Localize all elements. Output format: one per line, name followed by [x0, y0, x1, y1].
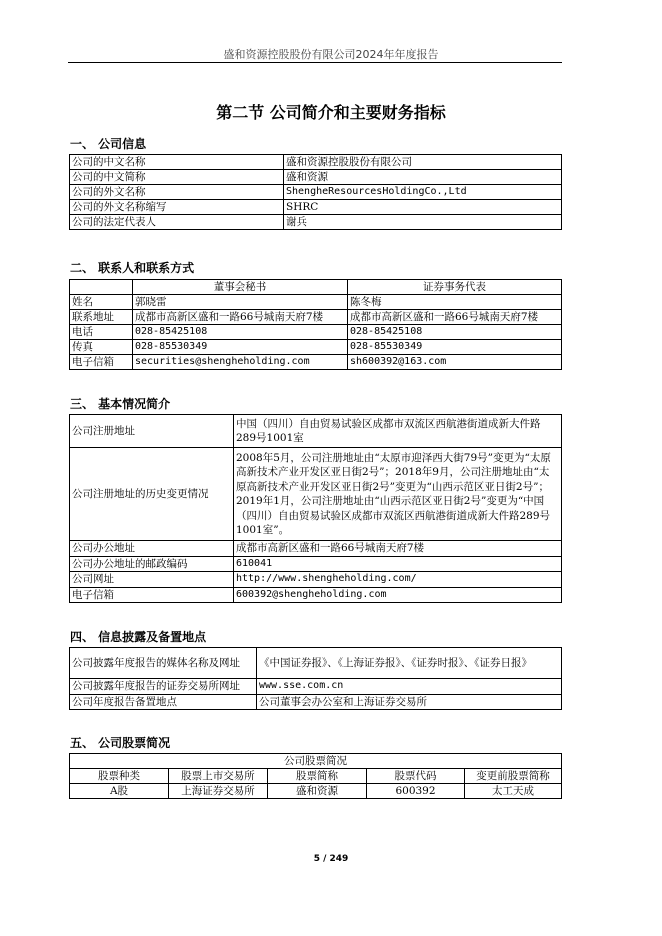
cell-exchange: 上海证券交易所	[169, 784, 268, 799]
table-row	[70, 572, 562, 588]
table-row	[70, 310, 562, 325]
cell-value: 盛和资源	[284, 170, 562, 185]
table-row	[70, 355, 562, 370]
cell-value: 谢兵	[284, 215, 562, 230]
table-row	[70, 648, 562, 679]
stock-table	[69, 753, 562, 799]
cell-stock-abbr: 盛和资源	[268, 784, 367, 799]
cell-label: 公司的外文名称缩写	[70, 200, 284, 215]
table-row	[70, 295, 562, 310]
cell-label: 公司注册地址	[70, 415, 234, 448]
table-row	[70, 325, 562, 340]
cell-value: 公司董事会办公室和上海证券交易所	[257, 694, 562, 710]
table-caption-row	[70, 754, 562, 769]
cell-secretary: 028-85530349	[133, 340, 348, 355]
cell-value: 2008年5月，公司注册地址由“太原市迎泽西大街79号”变更为“太原高新技术产业开发区亚日街2号”；2018年9月，公司注册地址由“太原高新技术产业开发区亚日街2号”变更为“山西示范区亚日街2号”；2019年1月，公司注册地址由“山西示范区亚日街2号”变更为“中国（四川）自由贸易试验区成都市双流区西航港街道成新大件路289号1001室”。	[234, 448, 562, 541]
table-row	[70, 415, 562, 448]
header-representative: 证券事务代表	[348, 280, 562, 295]
cell-label: 公司网址	[70, 572, 234, 588]
cell-representative: 成都市高新区盛和一路66号城南天府7楼	[348, 310, 562, 325]
table-row	[70, 340, 562, 355]
cell-label: 公司的外文名称	[70, 185, 284, 200]
cell-secretary: 郭晓雷	[133, 295, 348, 310]
section-heading-disclosure: 四、 信息披露及备置地点	[70, 630, 207, 644]
cell-label: 公司办公地址	[70, 541, 234, 557]
report-header: 盛和资源控股股份有限公司2024年年度报告	[223, 48, 439, 61]
cell-label: 公司的中文名称	[70, 155, 284, 170]
cell-secretary: 028-85425108	[133, 325, 348, 340]
header-secretary: 董事会秘书	[133, 280, 348, 295]
section-heading-basic-info: 三、 基本情况简介	[70, 397, 171, 411]
page-title: 第二节 公司简介和主要财务指标	[216, 103, 446, 122]
table-row	[70, 587, 562, 603]
table-header-row	[70, 769, 562, 784]
cell-representative: 028-85425108	[348, 325, 562, 340]
cell-representative: 028-85530349	[348, 340, 562, 355]
cell-label: 公司年度报告备置地点	[70, 694, 257, 710]
cell-value: 《中国证券报》、《上海证券报》、《证券时报》、《证券日报》	[257, 648, 562, 679]
cell-value: 盛和资源控股股份有限公司	[284, 155, 562, 170]
cell-label: 电子信箱	[70, 587, 234, 603]
header-stock-type: 股票种类	[70, 769, 169, 784]
cell-value: 600392@shengheholding.com	[234, 587, 562, 603]
cell-value: SHRC	[284, 200, 562, 215]
section-heading-company-info: 一、 公司信息	[70, 137, 147, 151]
header-divider	[68, 62, 562, 63]
header-exchange: 股票上市交易所	[169, 769, 268, 784]
header-stock-code: 股票代码	[367, 769, 465, 784]
table-row	[70, 215, 562, 230]
cell-value: 610041	[234, 556, 562, 572]
table-row	[70, 694, 562, 710]
cell-previous-abbr: 太工天成	[465, 784, 562, 799]
table-row	[70, 784, 562, 799]
table-row	[70, 155, 562, 170]
cell-label: 电话	[70, 325, 133, 340]
header-stock-abbr: 股票简称	[268, 769, 367, 784]
cell-representative: 陈冬梅	[348, 295, 562, 310]
cell-label: 公司的中文简称	[70, 170, 284, 185]
table-row	[70, 185, 562, 200]
section-heading-contact: 二、 联系人和联系方式	[70, 261, 195, 275]
cell-label: 传真	[70, 340, 133, 355]
table-row	[70, 679, 562, 695]
table-row	[70, 170, 562, 185]
cell-label: 公司注册地址的历史变更情况	[70, 448, 234, 541]
cell-value: http://www.shengheholding.com/	[234, 572, 562, 588]
cell-value: ShengheResourcesHoldingCo.,Ltd	[284, 185, 562, 200]
cell-value: 成都市高新区盛和一路66号城南天府7楼	[234, 541, 562, 557]
cell-stock-code: 600392	[367, 784, 465, 799]
cell-representative: sh600392@163.com	[348, 355, 562, 370]
disclosure-table	[69, 647, 562, 710]
table-row	[70, 556, 562, 572]
table-row	[70, 448, 562, 541]
section-heading-stock: 五、 公司股票简况	[70, 736, 171, 750]
table-row	[70, 200, 562, 215]
header-blank	[70, 280, 133, 295]
cell-label: 公司办公地址的邮政编码	[70, 556, 234, 572]
cell-value: 中国（四川）自由贸易试验区成都市双流区西航港街道成新大件路289号1001室	[234, 415, 562, 448]
cell-label: 电子信箱	[70, 355, 133, 370]
cell-secretary: 成都市高新区盛和一路66号城南天府7楼	[133, 310, 348, 325]
table-row	[70, 541, 562, 557]
contact-table	[69, 279, 562, 370]
cell-label: 联系地址	[70, 310, 133, 325]
cell-stock-type: A股	[70, 784, 169, 799]
cell-label: 公司的法定代表人	[70, 215, 284, 230]
stock-table-caption: 公司股票简况	[70, 754, 562, 769]
company-info-table	[69, 154, 562, 230]
page-number: 5 / 249	[313, 854, 349, 864]
table-header-row	[70, 280, 562, 295]
cell-value: www.sse.com.cn	[257, 679, 562, 695]
cell-label: 公司披露年度报告的证券交易所网址	[70, 679, 257, 695]
cell-label: 公司披露年度报告的媒体名称及网址	[70, 648, 257, 679]
cell-secretary: securities@shengheholding.com	[133, 355, 348, 370]
basic-info-table	[69, 414, 562, 603]
header-previous-abbr: 变更前股票简称	[465, 769, 562, 784]
cell-label: 姓名	[70, 295, 133, 310]
